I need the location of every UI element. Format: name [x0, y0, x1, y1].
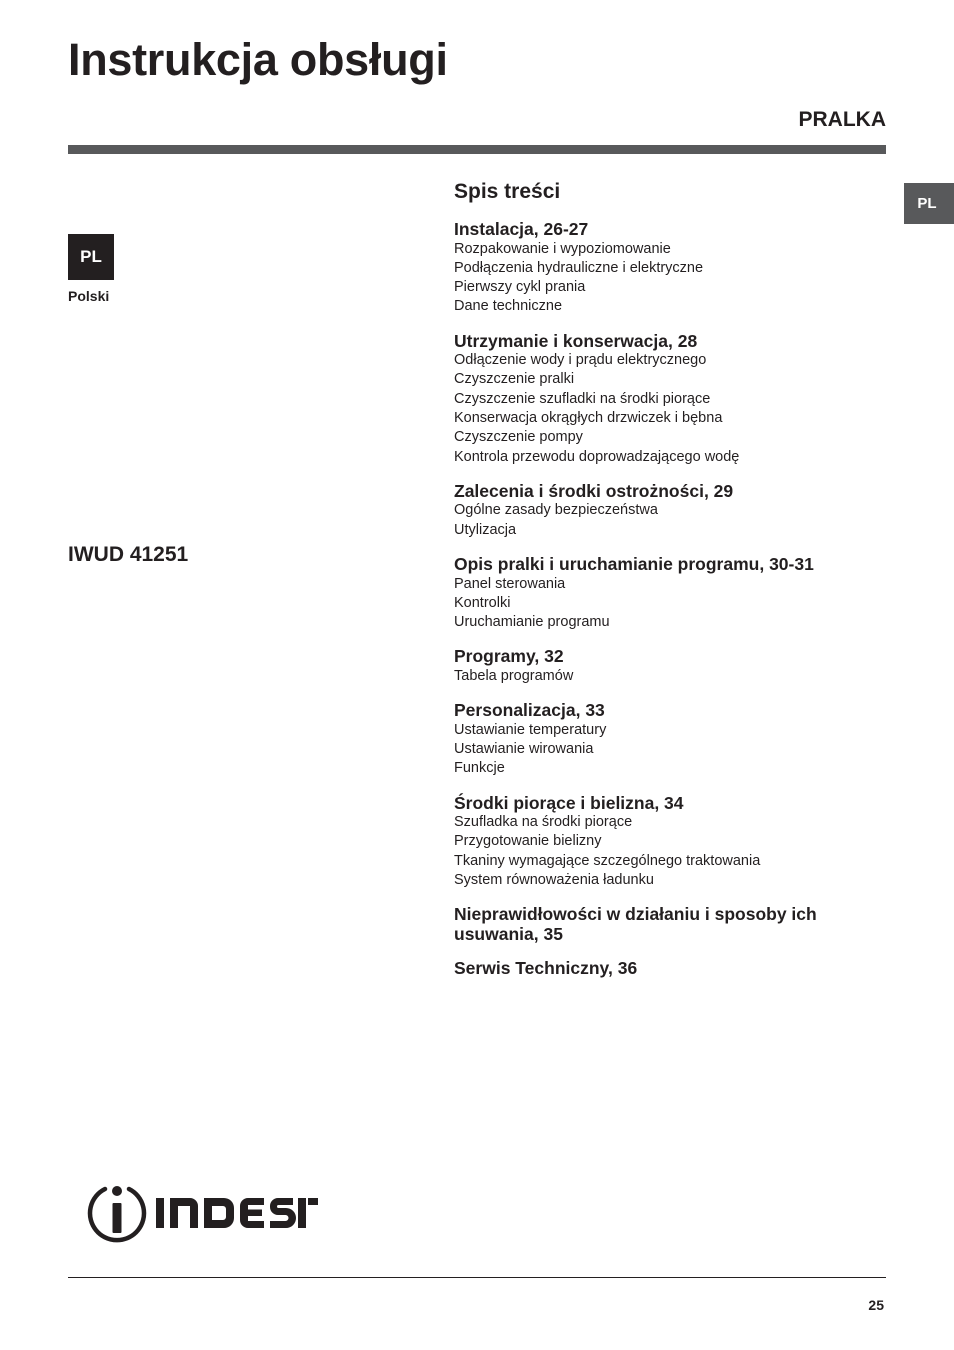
model-number: IWUD 41251 [68, 543, 189, 566]
toc-section [454, 482, 894, 540]
toc-sections [454, 220, 894, 979]
toc-section [454, 332, 894, 467]
toc-section-title: Programy, 32 [454, 646, 564, 667]
product-type: PRALKA [798, 108, 886, 131]
indesit-logo [86, 1181, 318, 1248]
toc-section-title: Instalacja, 26-27 [454, 219, 589, 239]
header-rule [68, 145, 886, 154]
toc-title: Spis treści [454, 180, 561, 203]
toc-section-title: Utrzymanie i konserwacja, 28 [454, 330, 698, 351]
toc-section-title: Zalecenia i środki ostrożności, 29 [454, 480, 734, 501]
table-of-contents [454, 178, 894, 994]
page-number: 25 [868, 1297, 884, 1313]
language-tab: PL [904, 183, 954, 224]
toc-section-title: Personalizacja, 33 [454, 700, 605, 721]
toc-section-item: Pierwszy cykl prania [454, 279, 586, 296]
toc-section-item: Czyszczenie pompy [454, 429, 583, 446]
toc-section-item: Przygotowanie bielizny [454, 833, 602, 850]
toc-section-item: Utylizacja [454, 521, 517, 538]
toc-section-item: Uruchamianie programu [454, 614, 610, 631]
toc-section [454, 959, 894, 979]
toc-section-item: Podłączenia hydrauliczne i elektryczne [454, 259, 704, 276]
toc-section-item: Ustawianie temperatury [454, 721, 607, 738]
toc-section-item: Rozpakowanie i wypoziomowanie [454, 240, 671, 257]
toc-section-item: Tabela programów [454, 667, 574, 684]
footer-rule [68, 1277, 886, 1278]
toc-section-item: Funkcje [454, 760, 505, 777]
toc-section-item: Odłączenie wody i prądu elektrycznego [454, 352, 707, 369]
toc-section-item: Kontrolki [454, 594, 511, 611]
toc-section [454, 794, 894, 891]
toc-section-item: Czyszczenie szufladki na środki piorące [454, 390, 711, 407]
toc-section-item: Szufladka na środki piorące [454, 814, 633, 831]
toc-section [454, 220, 894, 317]
toc-section-item: Tkaniny wymagające szczególnego traktowania [454, 852, 761, 869]
page-title: Instrukcja obsługi [68, 34, 448, 85]
language-name: Polski [68, 288, 110, 304]
toc-section-item: Panel sterowania [454, 575, 566, 592]
toc-section-item: Konserwacja okrągłych drzwiczek i bębna [454, 410, 723, 427]
toc-section [454, 701, 894, 778]
indesit-logo-icon [86, 1181, 318, 1243]
toc-section [454, 905, 894, 944]
toc-section-item: Ustawianie wirowania [454, 741, 594, 758]
toc-section-item: Dane techniczne [454, 298, 563, 315]
toc-section-item: Ogólne zasady bezpieczeństwa [454, 502, 658, 519]
toc-section-item: System równoważenia ładunku [454, 872, 654, 889]
toc-section-title: Serwis Techniczny, 36 [454, 958, 638, 979]
toc-section [454, 555, 894, 632]
language-badge: PL [68, 234, 114, 280]
toc-section-item: Czyszczenie pralki [454, 371, 575, 388]
toc-section-title: Opis pralki i uruchamianie programu, 30-31 [454, 554, 814, 575]
toc-section-item: Kontrola przewodu doprowadzającego wodę [454, 448, 740, 465]
toc-section [454, 647, 894, 686]
toc-section-title: Nieprawidłowości w działaniu i sposoby ich usuwania, 35 [454, 904, 817, 944]
toc-section-title: Środki piorące i bielizna, 34 [454, 792, 684, 813]
